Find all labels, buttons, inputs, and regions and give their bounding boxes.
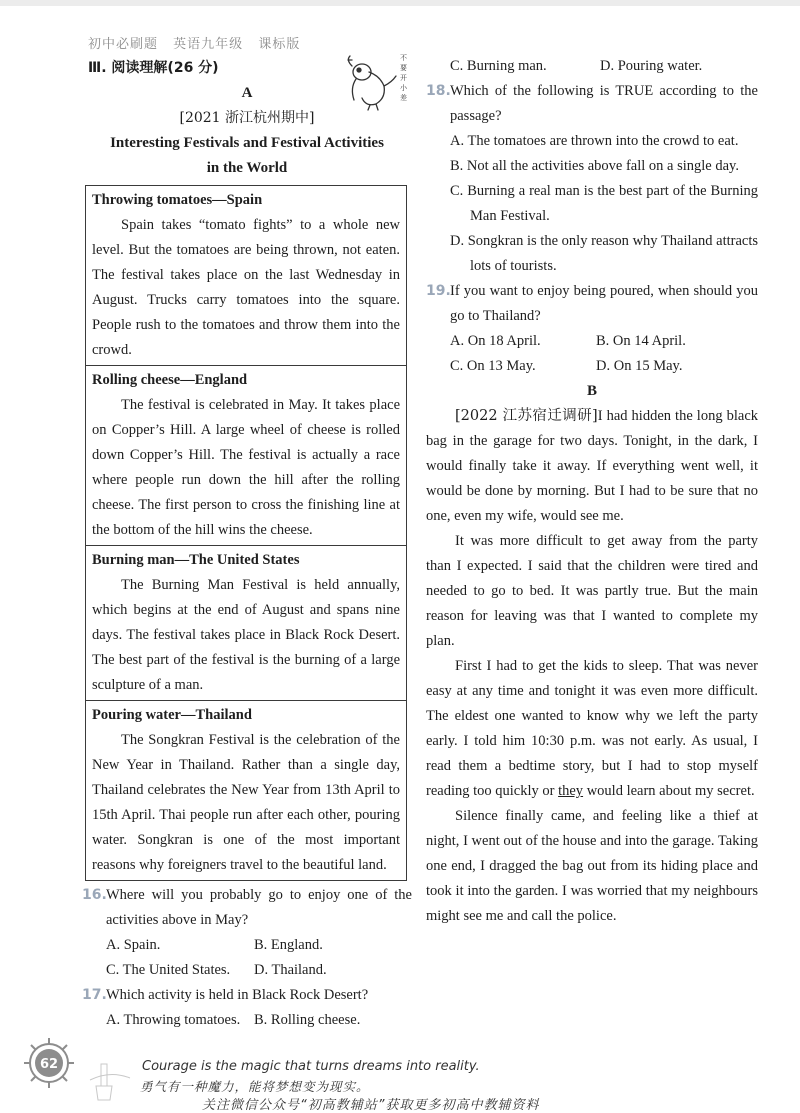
- question-number: 16.: [82, 887, 107, 903]
- passage-b-paragraph-4: Silence finally came, and feeling like a thief at night, I went out of the house and into the garage. Taking one end, I dragged the bag out from its hiding place and took it into the garden. I was worried that my neighbours might see me and call the police.: [426, 808, 758, 924]
- passage-b-p1-text: I had hidden the long black bag in the garage for two days. Tonight, in the dark, I would finally take it away. If everything went well, it would be done by morning. But I had to be sure that no one, even my wife, would see me.: [426, 408, 759, 524]
- header-edition: 课标版: [258, 37, 301, 52]
- option-a: A. On 18 April.: [450, 333, 541, 349]
- option-a: A. Spain.: [106, 937, 161, 953]
- passage-b-paragraph-3: [426, 654, 758, 804]
- option-d: D. Pouring water.: [600, 58, 703, 74]
- section-title: Ⅲ. 阅读理解(26 分): [88, 60, 219, 76]
- option-a: A. The tomatoes are thrown into the crowd to eat.: [450, 133, 739, 149]
- festival-text: The Songkran Festival is the celebration of the New Year in Thailand. Rather than a single day, Thailand celebrates the New Year from 13th April to 15th April. Thai people run after each other, pouring water. Songkran is one of the most important reasons why foreigners travel to the beautiful land.: [92, 732, 400, 873]
- festival-row: [86, 546, 407, 701]
- book-header: [88, 33, 310, 52]
- question-number: 18.: [426, 83, 451, 99]
- option-b: B. Not all the activities above fall on a single day.: [450, 158, 739, 174]
- underlined-word: they: [558, 783, 584, 799]
- option-d: D. On 15 May.: [596, 358, 683, 374]
- option-b: B. Rolling cheese.: [254, 1012, 361, 1028]
- festival-row: [86, 366, 407, 546]
- option-c: C. The United States.: [106, 962, 231, 978]
- question-text: Which activity is held in Black Rock Desert?: [106, 987, 369, 1003]
- article-title-line1: Interesting Festivals and Festival Activities: [110, 135, 384, 151]
- question-17: [82, 983, 412, 1033]
- question-19: [426, 279, 758, 379]
- passage-b-paragraph-2: It was more difficult to get away from the party than I expected. I said that the children were tired and needed to go to bed. It was partly true. But the main reason for leaving was that I wanted to complete my plan.: [426, 533, 758, 649]
- passage-b-source: [2022 江苏宿迁调研]: [455, 408, 598, 424]
- p3-text-before: First I had to get the kids to sleep. That was never easy at any time and tonight it was even more difficult. The eldest one wanted to know why we left the party early. I told him 10:30 p.m. was not early. As usual, I read them a bedtime story, but I had to stop myself reading too quickly or: [426, 658, 758, 799]
- option-c: C. On 13 May.: [450, 358, 536, 374]
- question-16: [82, 883, 412, 983]
- header-subject: 英语九年级: [173, 37, 244, 52]
- option-b: B. On 14 April.: [596, 333, 686, 349]
- question-number: 19.: [426, 283, 451, 299]
- festival-name: Burning man—The United States: [92, 552, 300, 568]
- question-text: If you want to enjoy being poured, when should you go to Thailand?: [450, 283, 758, 324]
- option-d: D. Songkran is the only reason why Thailand attracts lots of tourists.: [450, 233, 758, 274]
- festival-text: The festival is celebrated in May. It takes place on Copper’s Hill. A large wheel of cheese is rolled down Copper’s Hill. The festival is actually a race where people run down the hill after the rolling cheese. The first person to cross the finishing line at the bottom of the hill wins the cheese.: [92, 397, 400, 538]
- mascot-text-char-4: 小: [400, 84, 407, 92]
- festival-name: Throwing tomatoes—Spain: [92, 192, 263, 208]
- passage-b-paragraph-1: [426, 404, 758, 529]
- right-column: [426, 54, 758, 929]
- option-a: A. Throwing tomatoes.: [106, 1012, 241, 1028]
- footer-quote-english: Courage is the magic that turns dreams into reality.: [142, 1059, 480, 1074]
- festival-name: Rolling cheese—England: [92, 372, 248, 388]
- festival-row: [86, 701, 407, 881]
- option-b: B. England.: [254, 937, 323, 953]
- mascot-text-char-3: 开: [400, 74, 407, 82]
- top-edge-strip: [0, 0, 800, 6]
- festival-text: The Burning Man Festival is held annually, which begins at the end of August and spans nine days. The festival takes place in Black Rock Desert. The best part of the festival is the burning of a large sculpture of a man.: [92, 577, 400, 693]
- question-text: Where will you probably go to enjoy one of the activities above in May?: [106, 887, 412, 928]
- festival-text: Spain takes “tomato fights” to a whole new level. But the tomatoes are being thrown, not eaten. The festival takes place on the last Wednesday in August. Trucks carry tomatoes into the square. People rush to the tomatoes and throw them into the crowd.: [92, 217, 400, 358]
- footer-quote-chinese: 勇气有一种魔力，能将梦想变为现实。: [140, 1079, 370, 1094]
- option-c: C. Burning man.: [450, 58, 547, 74]
- option-c: C. Burning a real man is the best part of the Burning Man Festival.: [450, 183, 758, 224]
- mascot-text-char-1: 不: [400, 54, 407, 62]
- question-17-continued: [426, 54, 758, 79]
- passage-b-letter: B: [586, 383, 597, 399]
- footer-promo: 关注微信公众号“初高教辅站”获取更多初高中教辅资料: [202, 1098, 540, 1113]
- header-series: 初中必刷题: [88, 37, 159, 52]
- option-d: D. Thailand.: [254, 962, 327, 978]
- article-title-line2: in the World: [206, 160, 288, 176]
- question-text: Which of the following is TRUE according to the passage?: [450, 83, 758, 124]
- page-number: 62: [39, 1057, 59, 1072]
- mascot-text-char-2: 要: [400, 64, 407, 72]
- page-number-badge: [22, 1036, 76, 1090]
- festival-name: Pouring water—Thailand: [92, 707, 252, 723]
- question-number: 17.: [82, 987, 107, 1003]
- left-column: [82, 56, 412, 1033]
- festival-table: [85, 185, 407, 881]
- p3-text-after: would learn about my secret.: [583, 783, 755, 799]
- festival-row: [86, 186, 407, 366]
- question-18: [426, 79, 758, 279]
- passage-a-letter: A: [241, 85, 253, 101]
- mascot-text-char-5: 差: [400, 94, 407, 102]
- passage-a-source: [2021 浙江杭州期中]: [179, 110, 315, 126]
